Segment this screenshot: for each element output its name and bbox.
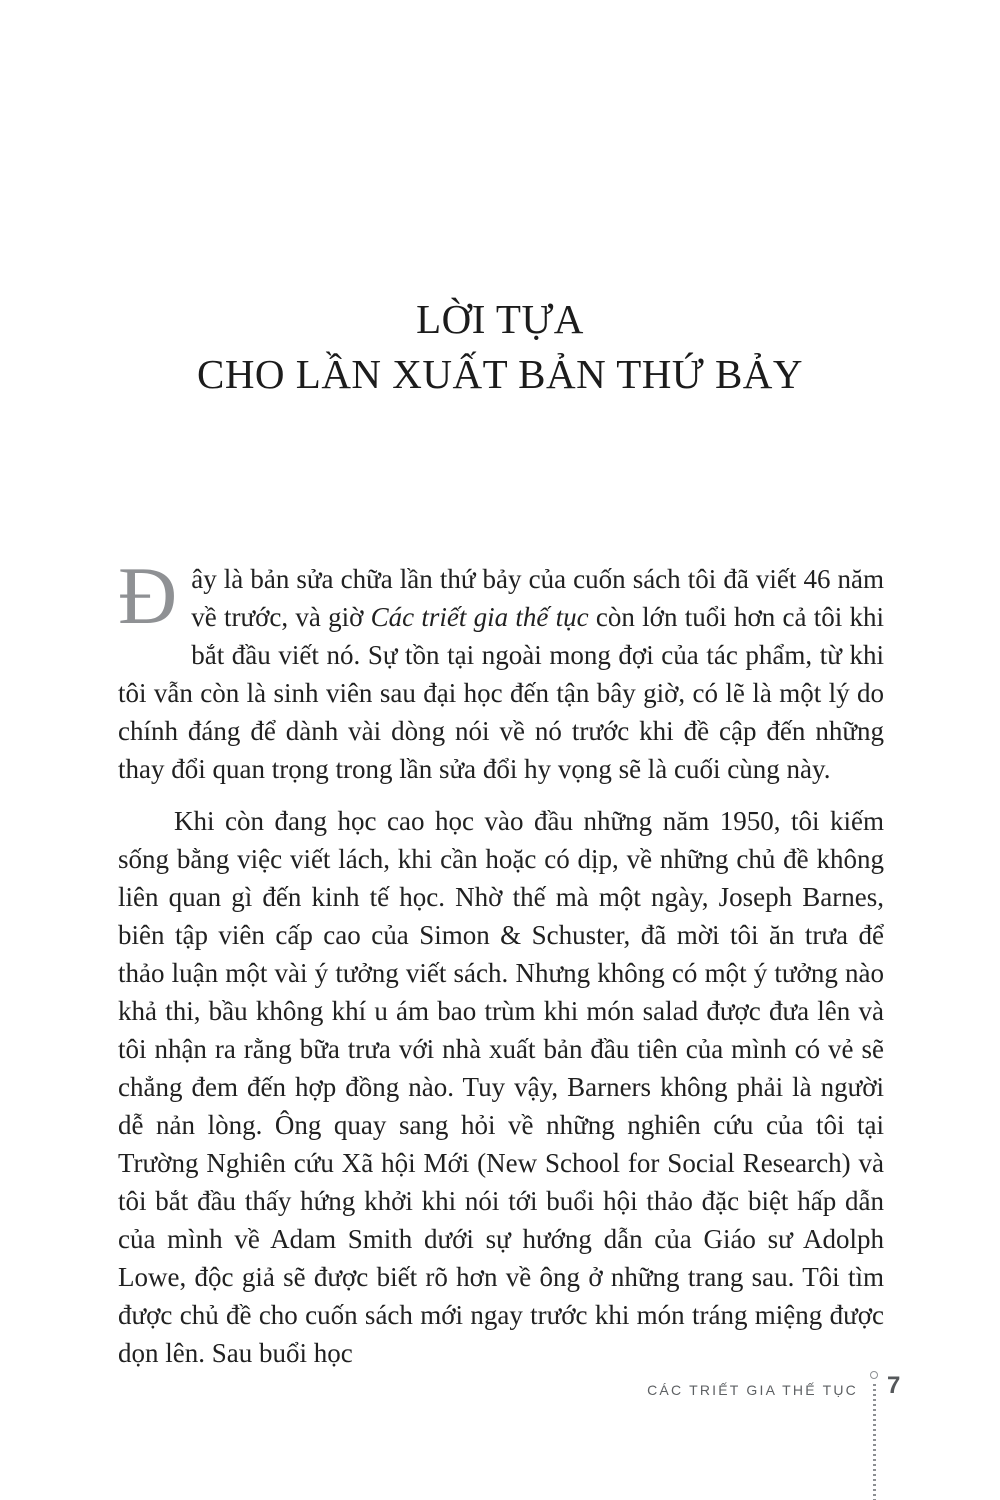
paragraph-1 (118, 550, 884, 788)
chapter-title-line2: CHO LẦN XUẤT BẢN THỨ BẢY (196, 351, 804, 397)
footer-dotted-rule (873, 1384, 876, 1500)
paragraph-2: Khi còn đang học cao học vào đầu những năm 1950, tôi kiếm sống bằng việc viết lách, khi cần hoặc có dịp, về những chủ đề không liên quan gì đến kinh tế học. Nhờ thế mà một ngày, Joseph Barnes, biên tập viên cấp cao của Simon & Schuster, đã mời tôi ăn trưa để thảo luận một vài ý tưởng viết sách. Nhưng không có một ý tưởng nào khả thi, bầu không khí u ám bao trùm khi món salad được đưa lên và tôi nhận ra rằng bữa trưa với nhà xuất bản đầu tiên của mình có vẻ sẽ chẳng đem đến hợp đồng nào. Tuy vậy, Barners không phải là người dễ nản lòng. Ông quay sang hỏi về những nghiên cứu của tôi tại Trường Nghiên cứu Xã hội Mới (New School for Social Research) và tôi bắt đầu thấy hứng khởi khi nói tới buổi hội thảo đặc biệt hấp dẫn của mình về Adam Smith dưới sự hướng dẫn của Giáo sư Adolph Lowe, độc giả sẽ được biết rõ hơn về ông ở những trang sau. Tôi tìm được chủ đề cho cuốn sách mới ngay trước khi món tráng miệng được dọn lên. Sau buổi học (118, 806, 884, 1368)
running-title: CÁC TRIẾT GIA THẾ TỤC (647, 1382, 858, 1398)
body-text (118, 550, 884, 1372)
paragraph-1-text-before-italic: ây là bản sửa chữa lần thứ bảy của cuốn sách tôi đã viết 46 năm về trước, và giờ (191, 564, 884, 632)
chapter-title-line1: LỜI TỰA (416, 296, 584, 342)
chapter-title (0, 0, 1000, 402)
book-title-italic: Các triết gia thế tục (370, 602, 589, 632)
footer-rule-circle-icon (870, 1371, 878, 1379)
page-number: 7 (887, 1372, 901, 1399)
drop-cap: Đ (118, 550, 178, 641)
paragraph-1-text-after-italic: còn lớn tuổi hơn cả tôi khi bắt đầu viết nó. Sự tồn tại ngoài mong đợi của tác phẩm, từ khi tôi vẫn còn là sinh viên sau đại học đến tận bây giờ, có lẽ là một lý do chính đáng để dành vài dòng nói về nó trước khi đề cập đến những thay đổi quan trọng trong lần sửa đổi hy vọng sẽ là cuối cùng này. (118, 602, 884, 784)
